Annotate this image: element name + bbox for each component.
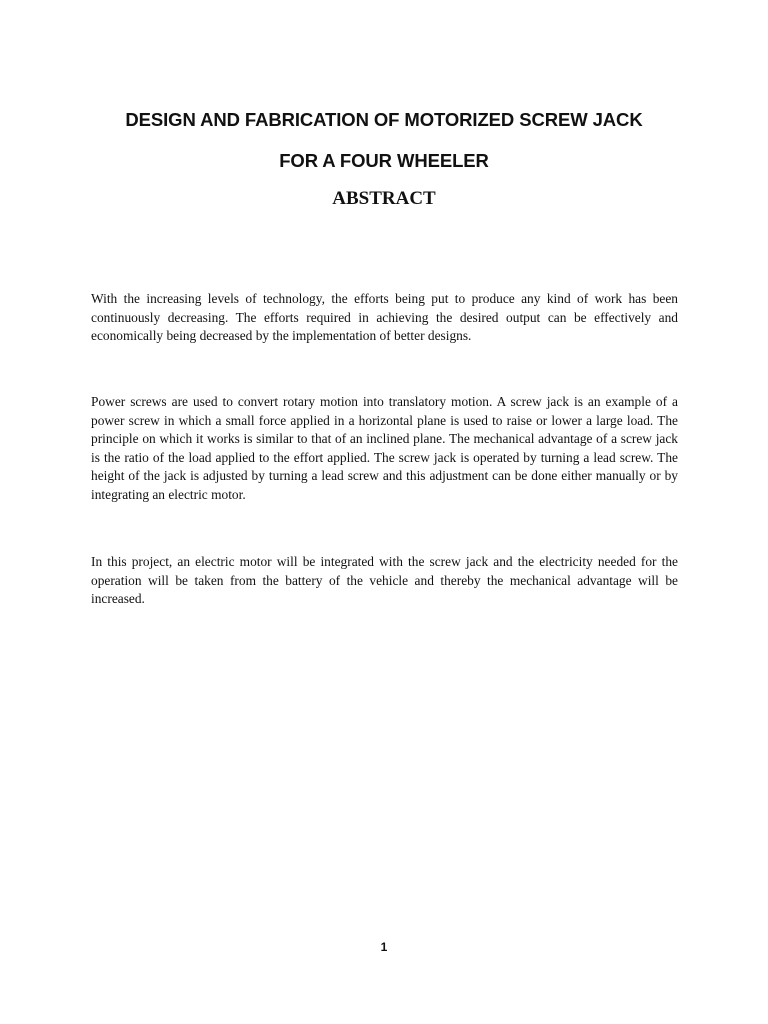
abstract-paragraph-1: With the increasing levels of technology, the efforts being put to produce any kind of work has been continuously decreasing. The efforts required in achieving the desired output can be effectively and economically being decreased by the implementation of better designs. bbox=[91, 291, 678, 343]
abstract-heading: ABSTRACT bbox=[332, 188, 436, 209]
page-number: 1 bbox=[380, 940, 388, 954]
document-title-line-2: FOR A FOUR WHEELER bbox=[279, 150, 489, 171]
abstract-paragraph-2: Power screws are used to convert rotary motion into translatory motion. A screw jack is an example of a power screw in which a small force applied in a horizontal plane is used to raise or lower a large load. The principle on which it works is similar to that of an inclined plane. The mechanical advantage of a screw jack is the ratio of the load applied to the effort applied. The screw jack is operated by turning a lead screw. The height of the jack is adjusted by turning a lead screw and this adjustment can be done either manually or by integrating an electric motor. bbox=[91, 394, 678, 502]
document-title-line-1: DESIGN AND FABRICATION OF MOTORIZED SCREW JACK bbox=[125, 109, 643, 130]
abstract-paragraph-3: In this project, an electric motor will be integrated with the screw jack and the electricity needed for the operation will be taken from the battery of the vehicle and thereby the mechanical advantage will be increased. bbox=[91, 554, 678, 606]
